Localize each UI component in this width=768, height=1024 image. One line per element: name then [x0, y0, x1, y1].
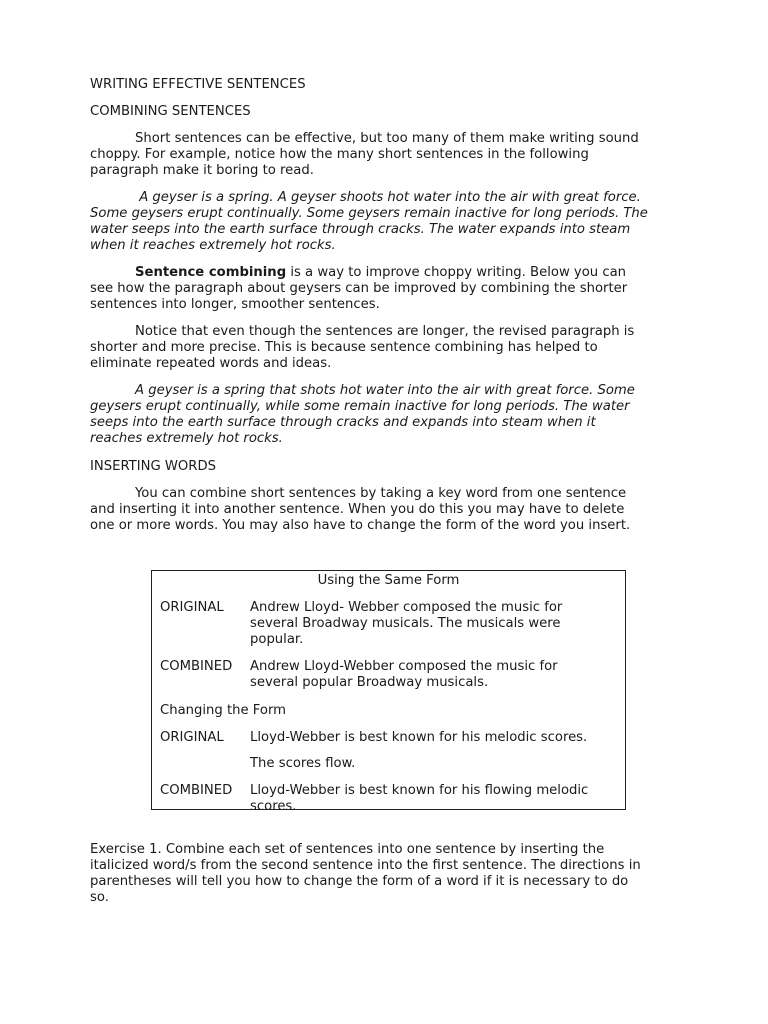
row-text: The scores flow. — [250, 756, 356, 771]
row-label-original: ORIGINAL — [160, 730, 224, 745]
paragraph-line: parentheses will tell you how to change the form of a word if it is necessary to do — [90, 874, 629, 889]
section-heading-inserting: INSERTING WORDS — [90, 459, 216, 474]
paragraph-line: so. — [90, 890, 109, 905]
row-text: Lloyd-Webber is best known for his flowing melodic — [250, 783, 589, 798]
paragraph-line: see how the paragraph about geysers can be improved by combining the shorter — [90, 281, 628, 296]
examples-table-box — [151, 570, 626, 810]
paragraph-line: water seeps into the earth surface through cracks. The water expands into steam — [90, 222, 631, 237]
row-text: several popular Broadway musicals. — [250, 675, 489, 690]
row-text: popular. — [250, 632, 304, 647]
paragraph-line: shorter and more precise. This is because sentence combining has helped to — [90, 340, 598, 355]
document-title: WRITING EFFECTIVE SENTENCES — [90, 77, 306, 92]
table-title-changing-form: Changing the Form — [160, 703, 287, 718]
row-label-combined: COMBINED — [160, 783, 233, 798]
paragraph-line: when it reaches extremely hot rocks. — [90, 238, 336, 253]
row-text: scores. — [250, 799, 297, 810]
paragraph-line: You can combine short sentences by taking a key word from one sentence — [135, 486, 627, 501]
row-text: Andrew Lloyd-Webber composed the music for — [250, 659, 558, 674]
section-heading-combining: COMBINING SENTENCES — [90, 104, 251, 119]
row-label-combined: COMBINED — [160, 659, 233, 674]
paragraph-line: Short sentences can be effective, but too many of them make writing sound — [135, 131, 639, 146]
paragraph-line: Notice that even though the sentences are longer, the revised paragraph is — [135, 324, 635, 339]
row-label-original: ORIGINAL — [160, 600, 224, 615]
paragraph-line: eliminate repeated words and ideas. — [90, 356, 332, 371]
paragraph-line: one or more words. You may also have to change the form of the word you insert. — [90, 518, 631, 533]
paragraph-line: choppy. For example, notice how the many short sentences in the following — [90, 147, 589, 162]
paragraph-line: Some geysers erupt continually. Some geysers remain inactive for long periods. The — [90, 206, 648, 221]
table-title-same-form: Using the Same Form — [317, 573, 460, 588]
paragraph-line: italicized word/s from the second sentence into the first sentence. The directions in — [90, 858, 641, 873]
paragraph-line — [135, 265, 626, 281]
paragraph-line: and inserting it into another sentence. When you do this you may have to delete — [90, 502, 625, 517]
paragraph-line: reaches extremely hot rocks. — [90, 431, 283, 446]
paragraph-line: A geyser is a spring that shots hot water into the air with great force. Some — [135, 383, 635, 398]
paragraph-line: sentences into longer, smoother sentences. — [90, 297, 380, 312]
paragraph-line: A geyser is a spring. A geyser shoots hot water into the air with great force. — [135, 190, 641, 205]
row-text: several Broadway musicals. The musicals were — [250, 616, 561, 631]
paragraph-line: paragraph make it boring to read. — [90, 163, 314, 178]
paragraph-text: is a way to improve choppy writing. Below you can — [286, 265, 627, 280]
paragraph-line: seeps into the earth surface through cracks and expands into steam when it — [90, 415, 596, 430]
paragraph-line: geysers erupt continually, while some remain inactive for long periods. The water — [90, 399, 630, 414]
bold-term: Sentence combining — [135, 265, 287, 280]
row-text: Lloyd-Webber is best known for his melodic scores. — [250, 730, 588, 745]
paragraph-line: Exercise 1. Combine each set of sentences into one sentence by inserting the — [90, 842, 605, 857]
row-text: Andrew Lloyd- Webber composed the music for — [250, 600, 563, 615]
